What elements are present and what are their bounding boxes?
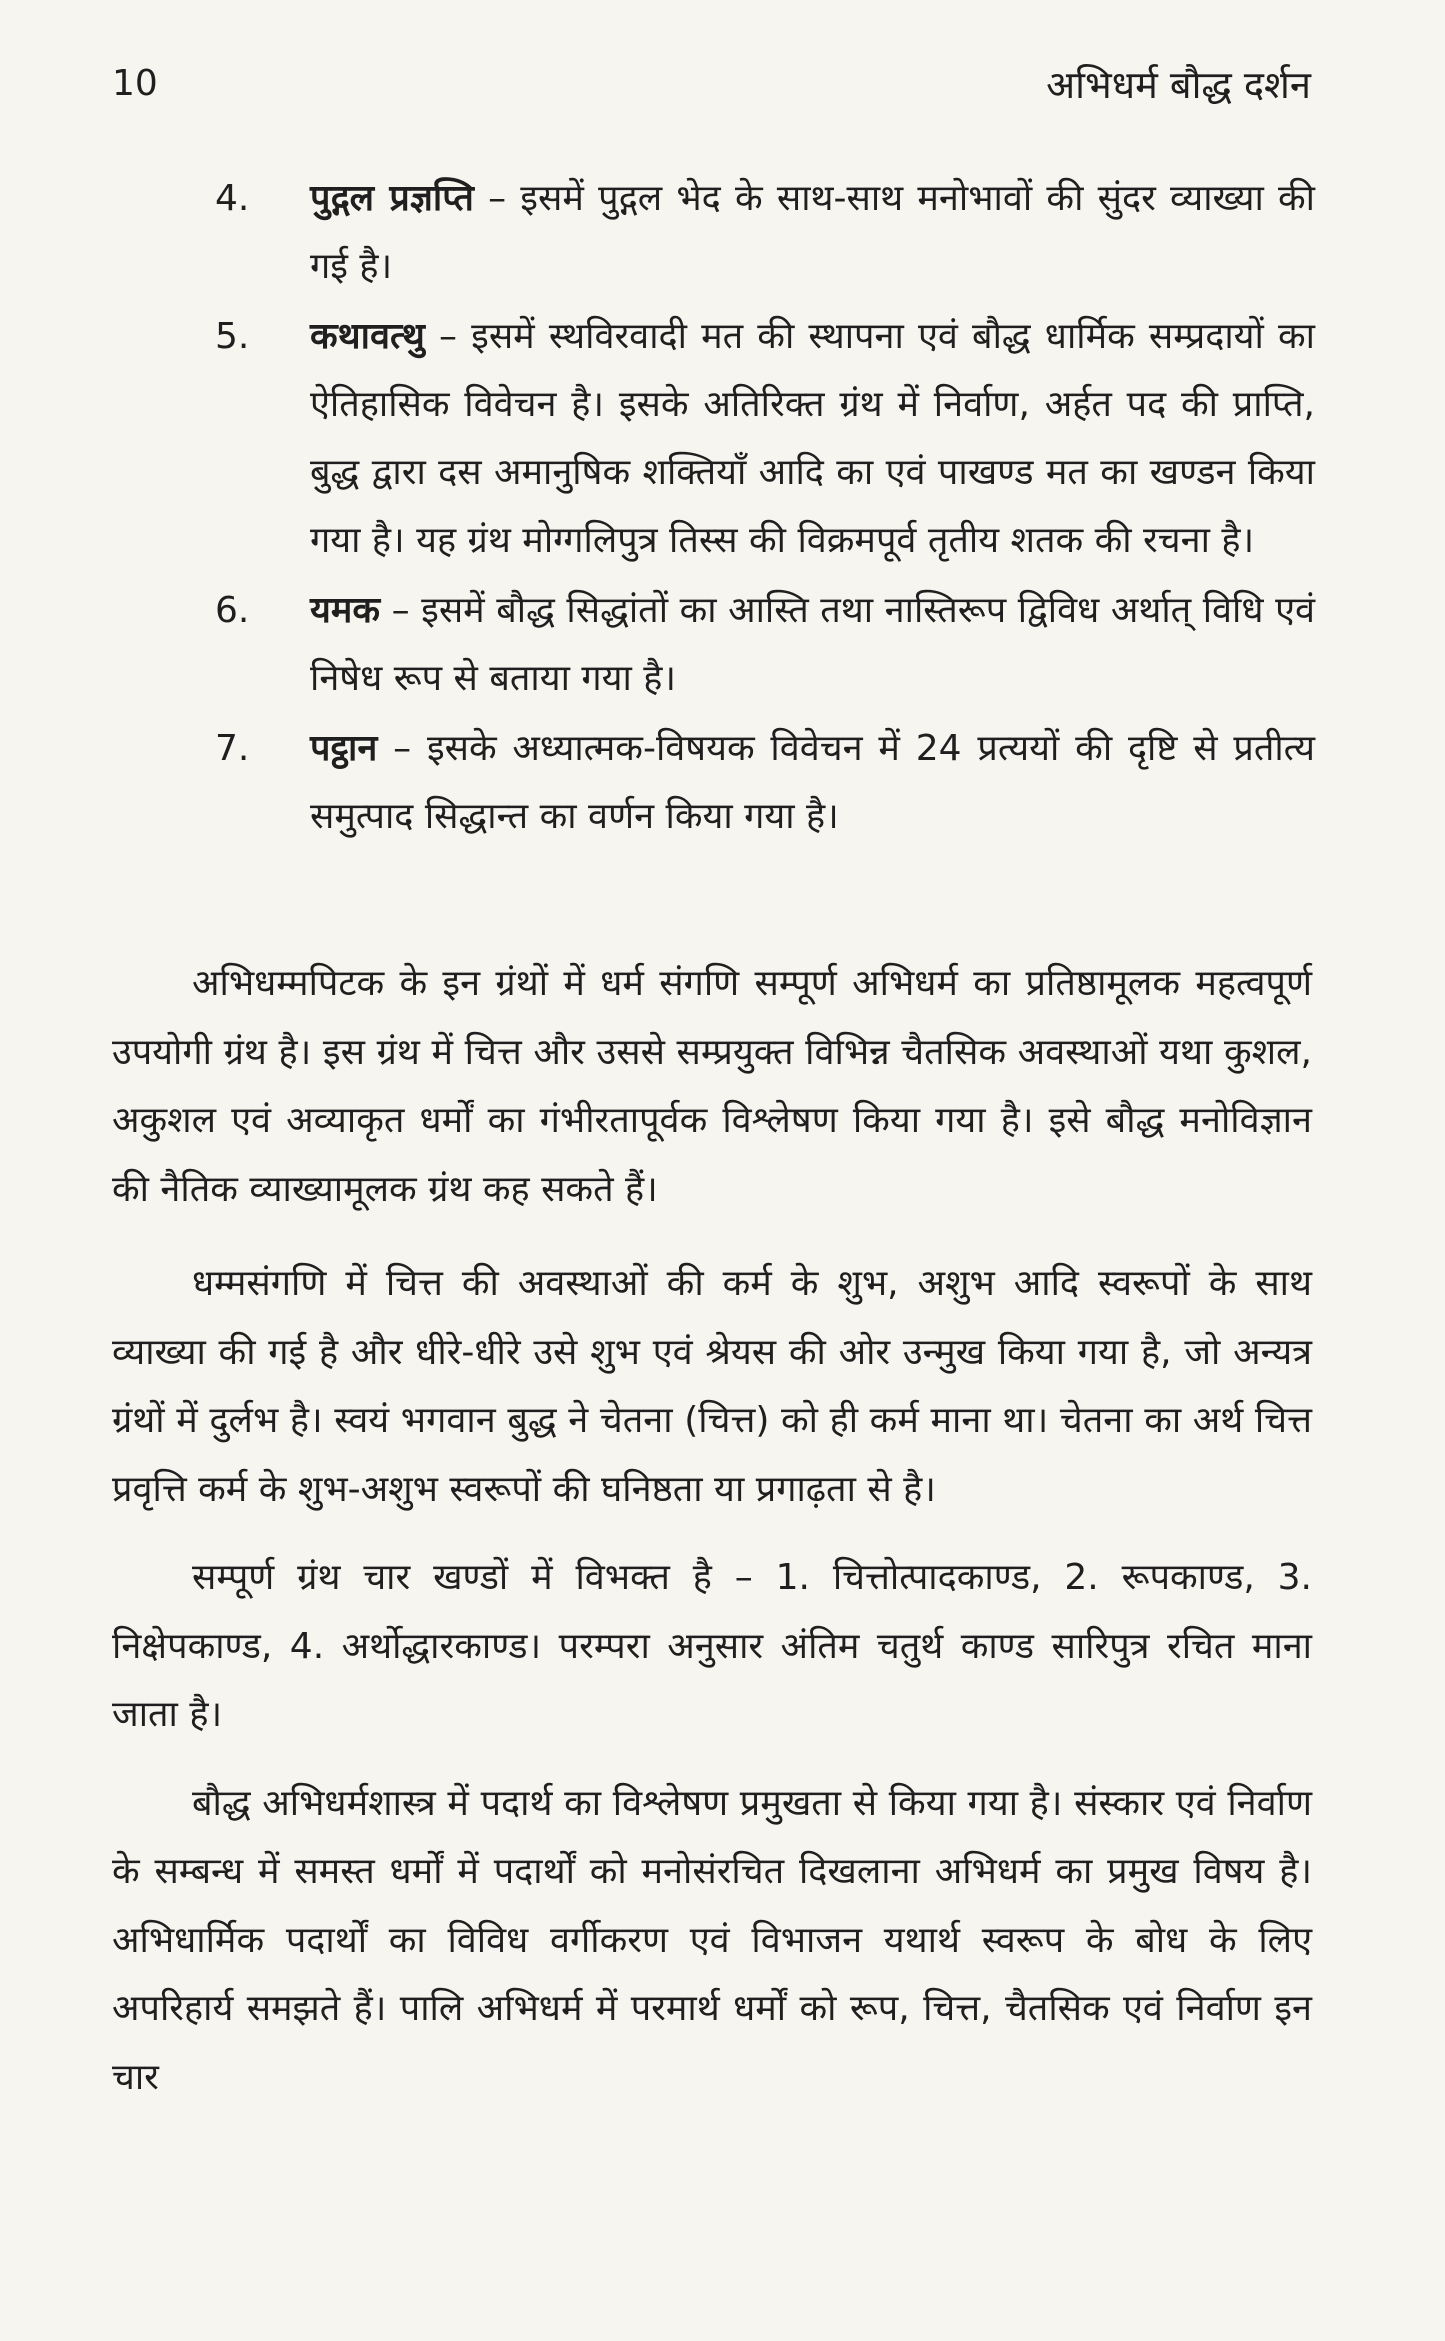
list-item-text: – इसमें बौद्ध सिद्धांतों का आस्ति तथा नास्तिरूप द्विविध अर्थात् विधि एवं निषेध रूप से बताया गया है।: [310, 590, 1315, 699]
list-item: [215, 577, 1315, 713]
paragraph: अभिधम्मपिटक के इन ग्रंथों में धर्म संगणि सम्पूर्ण अभिधर्म का प्रतिष्ठामूलक महत्वपूर्ण उपयोगी ग्रंथ है। इस ग्रंथ में चित्त और उससे सम्प्रयुक्त विभिन्न चैतसिक अवस्थाओं यथा कुशल, अकुशल एवं अव्याकृत धर्मों का गंभीरतापूर्वक विश्लेषण किया गया है। इसे बौद्ध मनोविज्ञान की नैतिक व्याख्यामूलक ग्रंथ कह सकते हैं।: [112, 963, 1312, 1210]
list-item-text: – इसमें स्थविरवादी मत की स्थापना एवं बौद्ध धार्मिक सम्प्रदायों का ऐतिहासिक विवेचन है। इसके अतिरिक्त ग्रंथ में निर्वाण, अर्हत पद की प्राप्ति, बुद्ध द्वारा दस अमानुषिक शक्तियाँ आदि का एवं पाखण्ड मत का खण्डन किया गया है। यह ग्रंथ मोग्गलिपुत्र तिस्स की विक्रमपूर्व तृतीय शतक की रचना है।: [310, 316, 1315, 561]
list-item-text: – इसके अध्यात्मक-विषयक विवेचन में 24 प्रत्ययों की दृष्टि से प्रतीत्य समुत्पाद सिद्धान्त का वर्णन किया गया है।: [310, 728, 1315, 837]
paragraph: बौद्ध अभिधर्मशास्त्र में पदार्थ का विश्लेषण प्रमुखता से किया गया है। संस्कार एवं निर्वाण के सम्बन्ध में समस्त धर्मों में पदार्थों को मनोसंरचित दिखलाना अभिधर्म का प्रमुख विषय है। अभिधार्मिक पदार्थों का विविध वर्गीकरण एवं विभाजन यथार्थ स्वरूप के बोध के लिए अपरिहार्य समझते हैं। पालि अभिधर्म में परमार्थ धर्मों को रूप, चित्त, चैतसिक एवं निर्वाण इन चार: [112, 1782, 1312, 2098]
list-item-number: 6.: [215, 590, 250, 631]
list-item-term: पट्ठान: [310, 728, 378, 769]
body-text: [112, 950, 1312, 2132]
list-item-number: 4.: [215, 178, 250, 219]
paragraph: धम्मसंगणि में चित्त की अवस्थाओं की कर्म के शुभ, अशुभ आदि स्वरूपों के साथ व्याख्या की गई है और धीरे-धीरे उसे शुभ एवं श्रेयस की ओर उन्मुख किया गया है, जो अन्यत्र ग्रंथों में दुर्लभ है। स्वयं भगवान बुद्ध ने चेतना (चित्त) को ही कर्म माना था। चेतना का अर्थ चित्त प्रवृत्ति कर्म के शुभ-अशुभ स्वरूपों की घनिष्ठता या प्रगाढ़ता से है।: [112, 1263, 1312, 1510]
list-item-term: यमक: [310, 590, 381, 631]
paragraph: सम्पूर्ण ग्रंथ चार खण्डों में विभक्त है – 1. चित्तोत्पादकाण्ड, 2. रूपकाण्ड, 3. निक्षेपकाण्ड, 4. अर्थोद्धारकाण्ड। परम्परा अनुसार अंतिम चतुर्थ काण्ड सारिपुत्र रचित माना जाता है।: [112, 1557, 1312, 1735]
list-item: [215, 715, 1315, 851]
list-item: [215, 165, 1315, 301]
list-item-number: 5.: [215, 316, 250, 357]
list-item-term: कथावत्थु: [310, 316, 425, 357]
list-item: [215, 303, 1315, 575]
list-item-number: 7.: [215, 728, 250, 769]
page-number: 10: [112, 63, 158, 104]
numbered-list: [215, 165, 1315, 853]
list-item-text: – इसमें पुद्गल भेद के साथ-साथ मनोभावों की सुंदर व्याख्या की गई है।: [310, 178, 1315, 287]
running-title: अभिधर्म बौद्ध दर्शन: [1046, 63, 1311, 107]
list-item-term: पुद्गल प्रज्ञप्ति: [310, 178, 474, 219]
